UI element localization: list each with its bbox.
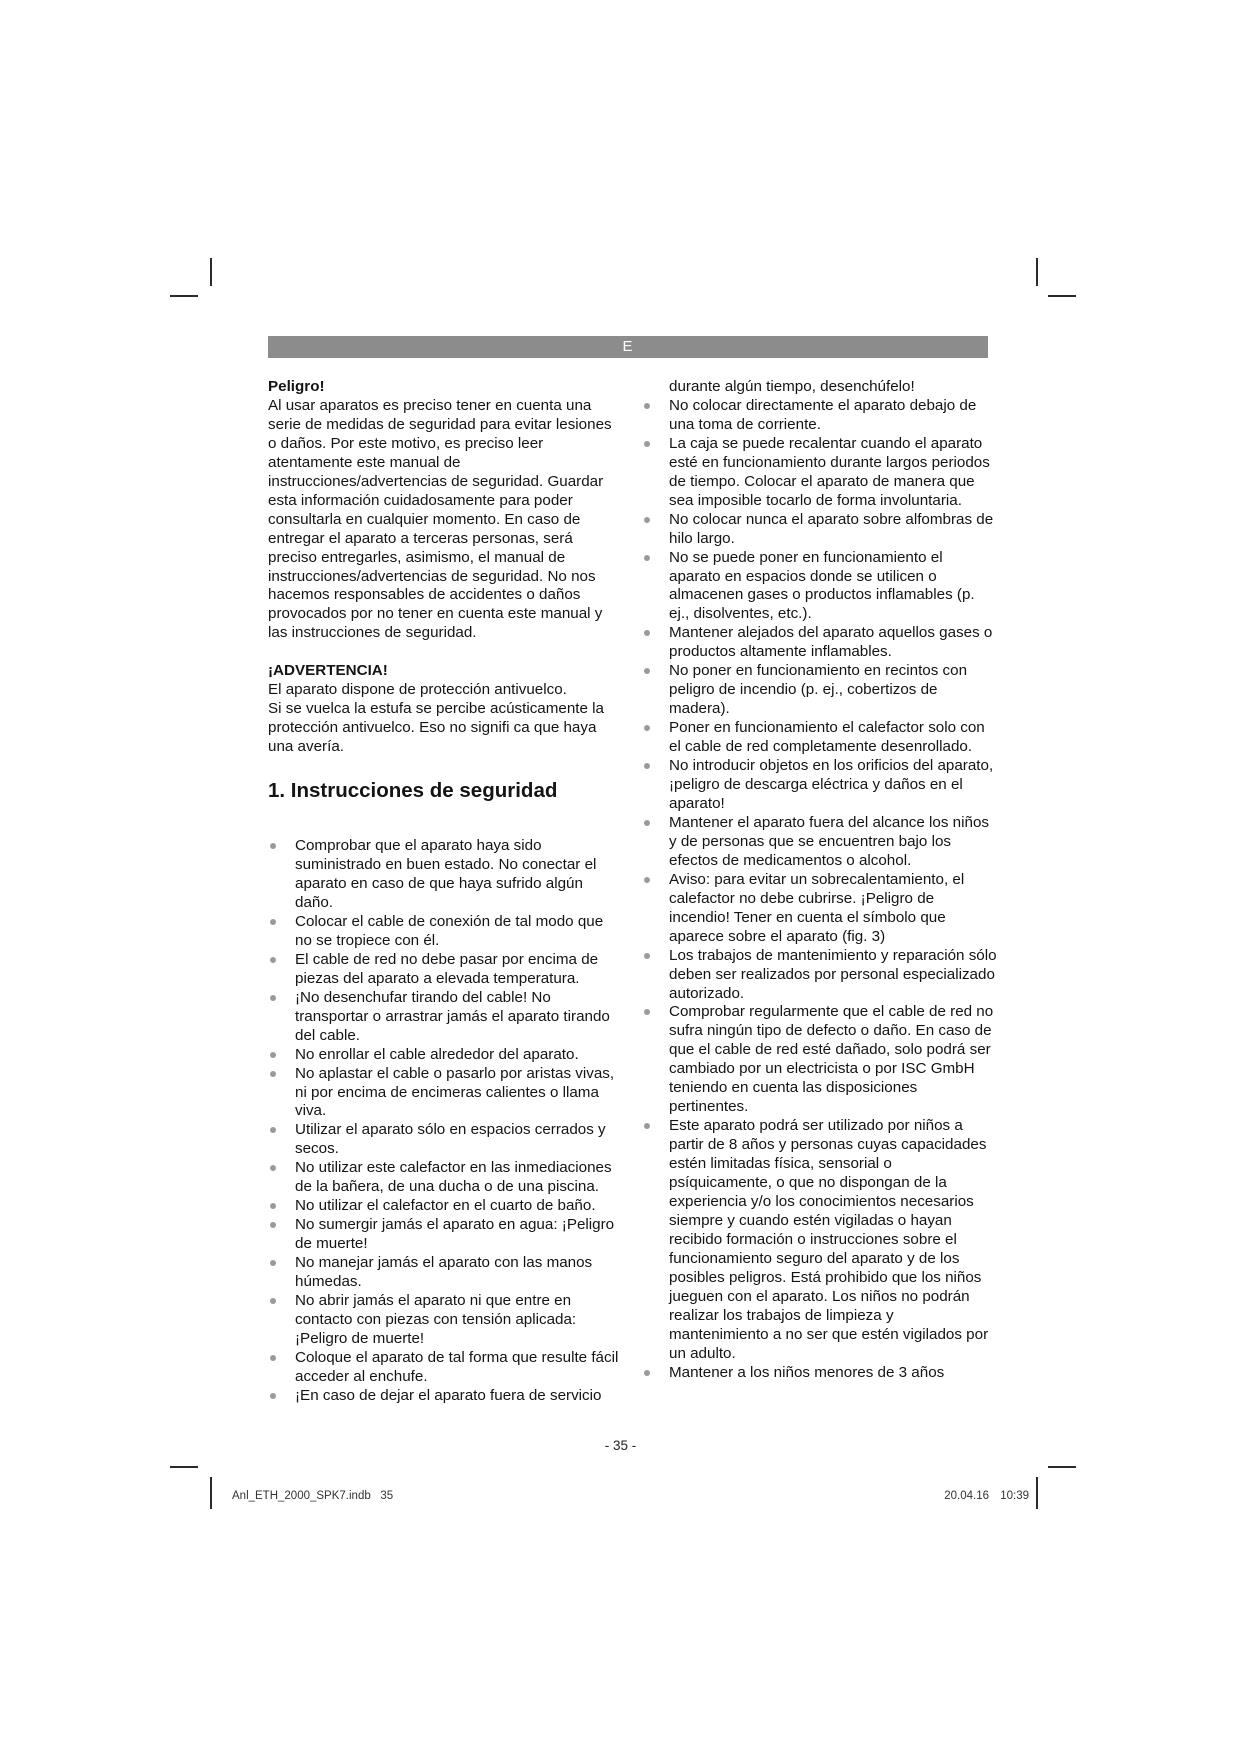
crop-mark xyxy=(170,1466,198,1468)
list-item: No manejar jamás el aparato con las manos húmedas. xyxy=(268,1254,623,1292)
list-item: Comprobar regularmente que el cable de red no sufra ningún tipo de defecto o daño. En caso de que el cable de red esté dañado, solo podrá ser cambiado por un electricista o por ISC GmbH teniendo en cuenta las disposiciones pertinentes. xyxy=(642,1003,997,1117)
list-item: Mantener alejados del aparato aquellos gases o productos altamente inflamables. xyxy=(642,624,997,662)
section-title: 1. Instrucciones de seguridad xyxy=(268,779,558,803)
list-item: La caja se puede recalentar cuando el aparato esté en funcionamiento durante largos periodos de tiempo. Colocar el aparato de manera que sea imposible tocarlo de forma involuntaria. xyxy=(642,435,997,511)
crop-mark xyxy=(210,258,212,286)
list-item: Comprobar que el aparato haya sido suministrado en buen estado. No conectar el aparato en caso de que haya sufrido algún daño. xyxy=(268,837,623,913)
crop-mark xyxy=(1048,295,1076,297)
list-item-continuation: durante algún tiempo, desenchúfelo! xyxy=(669,378,915,395)
file-info xyxy=(232,1490,393,1502)
print-time: 10:39 xyxy=(1000,1490,1029,1502)
list-item: Colocar el cable de conexión de tal modo que no se tropiece con él. xyxy=(268,913,623,951)
left-column xyxy=(268,378,623,1406)
warning-text: El aparato dispone de protección antivuelco. xyxy=(268,681,567,699)
list-item: No abrir jamás el aparato ni que entre en contacto con piezas con tensión aplicada: ¡Peligro de muerte! xyxy=(268,1292,623,1349)
list-item: ¡En caso de dejar el aparato fuera de servicio xyxy=(268,1387,623,1406)
warning-title: ¡ADVERTENCIA! xyxy=(268,662,388,680)
file-name: Anl_ETH_2000_SPK7.indb xyxy=(232,1490,371,1502)
list-item: Utilizar el aparato sólo en espacios cerrados y secos. xyxy=(268,1121,623,1159)
list-item: Mantener a los niños menores de 3 años xyxy=(642,1364,997,1383)
list-item: Poner en funcionamiento el calefactor solo con el cable de red completamente desenrollado. xyxy=(642,719,997,757)
list-item: El cable de red no debe pasar por encima de piezas del aparato a elevada temperatura. xyxy=(268,951,623,989)
safety-list xyxy=(268,837,623,1406)
list-item: No colocar directamente el aparato debajo de una toma de corriente. xyxy=(642,397,997,435)
list-item: No enrollar el cable alrededor del aparato. xyxy=(268,1046,623,1065)
list-item: No sumergir jamás el aparato en agua: ¡Peligro de muerte! xyxy=(268,1216,623,1254)
list-item: No poner en funcionamiento en recintos con peligro de incendio (p. ej., cobertizos de madera). xyxy=(642,662,997,719)
danger-text: Al usar aparatos es preciso tener en cuenta una serie de medidas de seguridad para evitar lesiones o daños. Por este motivo, es preciso leer atentamente este manual de instrucciones/advertencias de seguridad. Guardar esta información cuidadosamente para poder consultarla en cualquier momento. En caso de entregar el aparato a terceras personas, será preciso entregarles, asimismo, el manual de instrucciones/advertencias de seguridad. No nos hacemos responsables de accidentes o daños provocados por no tener en cuenta este manual y las instrucciones de seguridad. xyxy=(268,396,612,642)
crop-mark xyxy=(170,295,198,297)
list-item: ¡No desenchufar tirando del cable! No transportar o arrastrar jamás el aparato tirando del cable. xyxy=(268,989,623,1046)
list-item: Coloque el aparato de tal forma que resulte fácil acceder al enchufe. xyxy=(268,1349,623,1387)
list-item: No utilizar este calefactor en las inmediaciones de la bañera, de una ducha o de una piscina. xyxy=(268,1159,623,1197)
warning-text: Si se vuelca la estufa se percibe acústicamente la protección antivuelco. Eso no signifi ca que haya una avería. xyxy=(268,700,604,756)
list-item: Este aparato podrá ser utilizado por niños a partir de 8 años y personas cuyas capacidades estén limitadas física, sensorial o psíquicamente, o que no dispongan de la experiencia y/o los conocimientos necesarios siempre y cuando estén vigiladas o hayan recibido formación o instrucciones sobre el funcionamiento seguro del aparato y de los posibles peligros. Está prohibido que los niños jueguen con el aparato. Los niños no podrán realizar los trabajos de limpieza y mantenimiento a no ser que estén vigilados por un adulto. xyxy=(642,1117,997,1363)
list-item: No utilizar el calefactor en el cuarto de baño. xyxy=(268,1197,623,1216)
crop-mark xyxy=(210,1477,212,1509)
danger-title: Peligro! xyxy=(268,378,325,395)
page-number: - 35 - xyxy=(604,1438,637,1453)
crop-mark xyxy=(1036,1477,1038,1509)
file-page: 35 xyxy=(380,1490,394,1502)
list-item: Mantener el aparato fuera del alcance los niños y de personas que se encuentren bajo los efectos de medicamentos o alcohol. xyxy=(642,814,997,871)
print-date: 20.04.16 xyxy=(944,1490,990,1502)
crop-mark xyxy=(1036,258,1038,286)
right-column xyxy=(642,378,997,1383)
safety-list xyxy=(642,397,997,1383)
list-item: No colocar nunca el aparato sobre alfombras de hilo largo. xyxy=(642,511,997,549)
print-timestamp xyxy=(936,1490,1029,1502)
list-item: No se puede poner en funcionamiento el aparato en espacios donde se utilicen o almacenen gases o productos inflamables (p. ej., disolventes, etc.). xyxy=(642,549,997,625)
crop-mark xyxy=(1048,1466,1076,1468)
language-tab: E xyxy=(268,336,988,358)
list-item: No aplastar el cable o pasarlo por aristas vivas, ni por encima de encimeras calientes o llama viva. xyxy=(268,1065,623,1122)
list-item: Aviso: para evitar un sobrecalentamiento, el calefactor no debe cubrirse. ¡Peligro de incendio! Tener en cuenta el símbolo que aparece sobre el aparato (fig. 3) xyxy=(642,871,997,947)
list-item: Los trabajos de mantenimiento y reparación sólo deben ser realizados por personal especializado autorizado. xyxy=(642,947,997,1004)
list-item: No introducir objetos en los orificios del aparato, ¡peligro de descarga eléctrica y daños en el aparato! xyxy=(642,757,997,814)
